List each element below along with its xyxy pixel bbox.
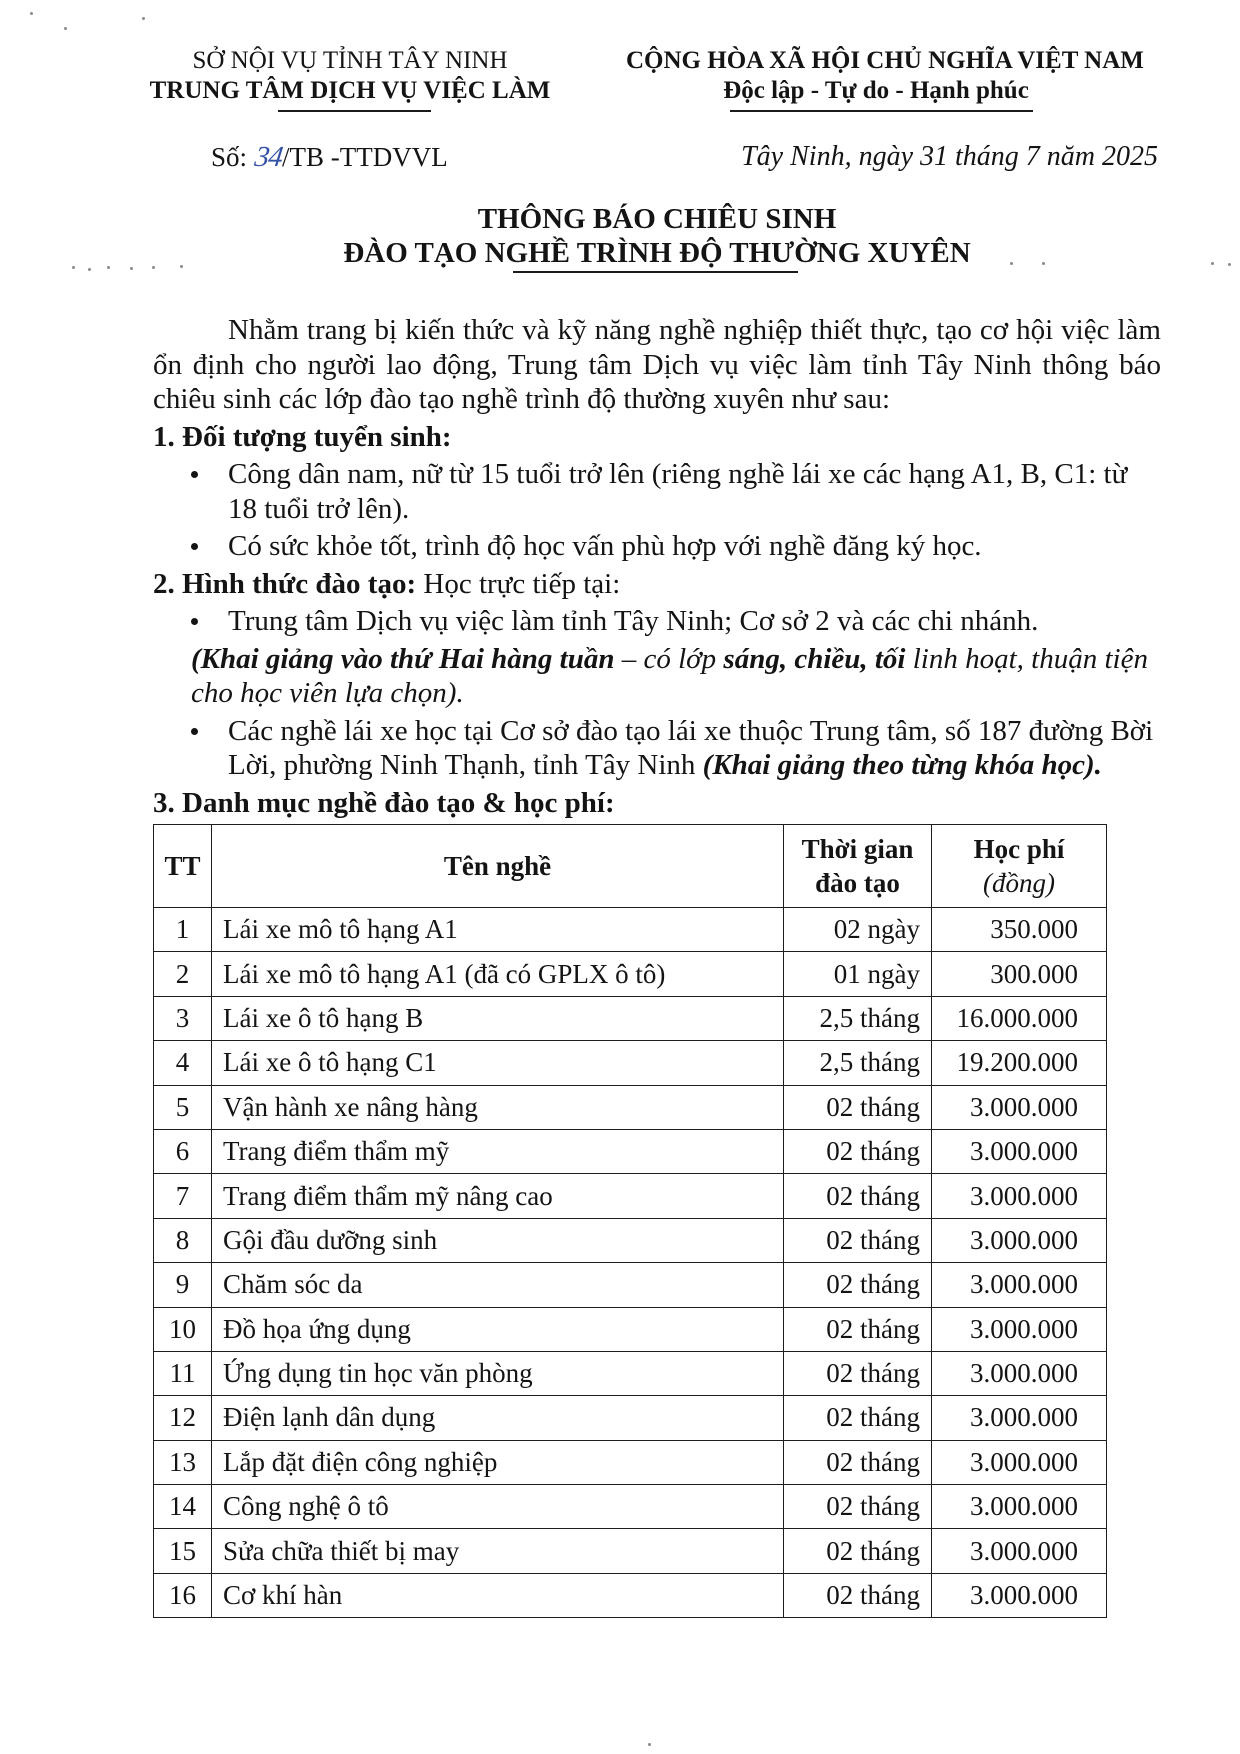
table-row: [154, 1529, 1107, 1573]
table-row: [154, 1307, 1107, 1351]
course-name: Điện lạnh dân dụng: [212, 1396, 784, 1440]
course-fee: 3.000.000: [932, 1085, 1107, 1129]
row-number: 1: [154, 908, 212, 952]
course-duration: 2,5 tháng: [784, 996, 932, 1040]
table-row: [154, 1573, 1107, 1617]
scan-speck: [142, 17, 145, 20]
course-fee: 3.000.000: [932, 1440, 1107, 1484]
table-row: [154, 1129, 1107, 1173]
course-duration: 02 tháng: [784, 1129, 932, 1173]
scan-speck: [648, 1743, 651, 1746]
header-duration-line-1: Thời gian: [801, 834, 914, 864]
course-fee: 3.000.000: [932, 1307, 1107, 1351]
header-course-name: Tên nghề: [212, 825, 784, 908]
course-duration: 02 tháng: [784, 1307, 932, 1351]
bullet-icon: [191, 618, 198, 625]
intro-paragraph: Nhằm trang bị kiến thức và kỹ năng nghề nghiệp thiết thực, tạo cơ hội việc làm ổn định cho người lao động, Trung tâm Dịch vụ việc làm tỉnh Tây Ninh thông báo chiêu sinh các lớp đào tạo nghề trình độ thường xuyên như sau:: [153, 314, 1161, 415]
course-duration: 02 tháng: [784, 1485, 932, 1529]
title-line-2: ĐÀO TẠO NGHỀ TRÌNH ĐỘ THƯỜNG XUYÊN: [343, 237, 971, 269]
row-number: 7: [154, 1174, 212, 1218]
table-row: [154, 1396, 1107, 1440]
scan-speck: [88, 268, 91, 271]
title-underline: [513, 271, 798, 273]
course-duration: 01 ngày: [784, 952, 932, 996]
course-fee: 16.000.000: [932, 996, 1107, 1040]
course-fee: 3.000.000: [932, 1129, 1107, 1173]
row-number: 9: [154, 1263, 212, 1307]
section-2-heading-rest: Học trực tiếp tại:: [416, 567, 621, 600]
issuing-agency-block: [100, 46, 600, 106]
document-number: [211, 140, 448, 174]
list-item: [153, 457, 1161, 526]
course-duration: 02 ngày: [784, 908, 932, 952]
course-name: Gội đầu dưỡng sinh: [212, 1218, 784, 1262]
course-name: Công nghệ ô tô: [212, 1485, 784, 1529]
note-part-3: sáng, chiều, tối: [723, 642, 906, 675]
national-heading-block: [626, 46, 1144, 106]
table-row: [154, 908, 1107, 952]
course-fee: 3.000.000: [932, 1351, 1107, 1395]
course-name: Lái xe ô tô hạng B: [212, 996, 784, 1040]
handwritten-number: 34: [252, 141, 285, 173]
section-2-heading-label: 2. Hình thức đào tạo:: [153, 567, 417, 600]
course-fee-table: [153, 824, 1107, 1618]
list-item: [153, 714, 1161, 783]
table-row: [154, 1085, 1107, 1129]
document-body: [153, 313, 1161, 820]
row-number: 6: [154, 1129, 212, 1173]
schedule-note: [153, 642, 1161, 711]
list-item: [153, 529, 1161, 564]
course-name: Trang điểm thẩm mỹ: [212, 1129, 784, 1173]
header-fee-line-1: Học phí: [973, 834, 1065, 864]
section-2-heading: [153, 567, 1161, 602]
list-item-text: Trung tâm Dịch vụ việc làm tỉnh Tây Ninh; Cơ sở 2 và các chi nhánh.: [228, 605, 1039, 637]
course-fee: 3.000.000: [932, 1573, 1107, 1617]
table-row: [154, 1440, 1107, 1484]
header-duration: [784, 825, 932, 908]
course-name: Lái xe mô tô hạng A1 (đã có GPLX ô tô): [212, 952, 784, 996]
table-row: [154, 1263, 1107, 1307]
course-name: Lái xe ô tô hạng C1: [212, 1041, 784, 1085]
table-row: [154, 1485, 1107, 1529]
course-duration: 02 tháng: [784, 1263, 932, 1307]
course-name: Cơ khí hàn: [212, 1573, 784, 1617]
course-fee: 3.000.000: [932, 1485, 1107, 1529]
row-number: 16: [154, 1573, 212, 1617]
note-part-1: (Khai giảng vào thứ Hai hàng tuần: [191, 642, 615, 675]
document-number-suffix: /TB -TTDVVL: [282, 142, 448, 172]
list-item-text: Các nghề lái xe học tại Cơ sở đào tạo lái xe thuộc Trung tâm, số 187 đường Bời Lời, phường Ninh Thạnh, tỉnh Tây Ninh: [228, 714, 1154, 781]
scan-speck: [130, 267, 133, 270]
course-name: Lắp đặt điện công nghiệp: [212, 1440, 784, 1484]
course-fee: 3.000.000: [932, 1218, 1107, 1262]
header-duration-line-2: đào tạo: [815, 868, 900, 898]
row-number: 2: [154, 952, 212, 996]
row-number: 12: [154, 1396, 212, 1440]
scan-speck: [64, 27, 67, 30]
course-duration: 02 tháng: [784, 1440, 932, 1484]
scan-speck: [1228, 263, 1231, 266]
list-item-emphasis: (Khai giảng theo từng khóa học).: [702, 749, 1102, 781]
course-duration: 02 tháng: [784, 1085, 932, 1129]
course-duration: 02 tháng: [784, 1174, 932, 1218]
course-name: Sửa chữa thiết bị may: [212, 1529, 784, 1573]
course-duration: 02 tháng: [784, 1218, 932, 1262]
row-number: 8: [154, 1218, 212, 1262]
row-number: 10: [154, 1307, 212, 1351]
national-motto: Độc lập - Tự do - Hạnh phúc: [723, 77, 1029, 104]
table-row: [154, 1218, 1107, 1262]
course-fee: 3.000.000: [932, 1263, 1107, 1307]
bullet-icon: [191, 728, 198, 735]
scan-speck: [72, 266, 75, 269]
section-3-heading: 3. Danh mục nghề đào tạo & học phí:: [153, 786, 615, 819]
place-and-date: Tây Ninh, ngày 31 tháng 7 năm 2025: [741, 141, 1158, 172]
row-number: 5: [154, 1085, 212, 1129]
unit-underline: [278, 110, 431, 112]
course-fee: 3.000.000: [932, 1529, 1107, 1573]
nation-name: CỘNG HÒA XÃ HỘI CHỦ NGHĨA VIỆT NAM: [626, 47, 1144, 74]
course-duration: 02 tháng: [784, 1529, 932, 1573]
course-name: Lái xe mô tô hạng A1: [212, 908, 784, 952]
motto-underline: [730, 110, 1033, 112]
course-duration: 02 tháng: [784, 1396, 932, 1440]
list-item: [153, 604, 1161, 639]
course-duration: 02 tháng: [784, 1573, 932, 1617]
header-tt: TT: [154, 825, 212, 908]
document-title: [153, 202, 1161, 270]
unit-name: TRUNG TÂM DỊCH VỤ VIỆC LÀM: [149, 77, 551, 104]
document-number-prefix: Số:: [211, 142, 248, 172]
row-number: 3: [154, 996, 212, 1040]
course-fee: 3.000.000: [932, 1396, 1107, 1440]
header-fee-unit: (đồng): [983, 868, 1055, 898]
section-1-heading: 1. Đối tượng tuyển sinh:: [153, 420, 452, 453]
note-part-2: – có lớp: [614, 642, 724, 675]
row-number: 4: [154, 1041, 212, 1085]
table-row: [154, 952, 1107, 996]
header-fee: [932, 825, 1107, 908]
course-fee: 350.000: [932, 908, 1107, 952]
course-duration: 2,5 tháng: [784, 1041, 932, 1085]
row-number: 14: [154, 1485, 212, 1529]
course-name: Đồ họa ứng dụng: [212, 1307, 784, 1351]
table-row: [154, 1174, 1107, 1218]
note-part-4: linh hoạt, thuận tiện cho học viên lựa chọn).: [191, 642, 1148, 709]
course-name: Trang điểm thẩm mỹ nâng cao: [212, 1174, 784, 1218]
scan-speck: [107, 266, 110, 269]
table-row: [154, 996, 1107, 1040]
title-line-1: THÔNG BÁO CHIÊU SINH: [477, 203, 837, 235]
table-header-row: [154, 825, 1107, 908]
course-duration: 02 tháng: [784, 1351, 932, 1395]
agency-name: SỞ NỘI VỤ TỈNH TÂY NINH: [192, 47, 508, 74]
scan-speck: [30, 12, 33, 15]
course-name: Chăm sóc da: [212, 1263, 784, 1307]
row-number: 15: [154, 1529, 212, 1573]
row-number: 13: [154, 1440, 212, 1484]
bullet-icon: [191, 543, 198, 550]
course-name: Ứng dụng tin học văn phòng: [212, 1351, 784, 1395]
course-fee: 3.000.000: [932, 1174, 1107, 1218]
course-name: Vận hành xe nâng hàng: [212, 1085, 784, 1129]
bullet-icon: [191, 471, 198, 478]
course-fee: 300.000: [932, 952, 1107, 996]
list-item-text: Công dân nam, nữ từ 15 tuổi trở lên (riêng nghề lái xe các hạng A1, B, C1: từ 18 tuổi trở lên).: [228, 458, 1128, 525]
scan-speck: [1211, 262, 1214, 265]
row-number: 11: [154, 1351, 212, 1395]
list-item-text: Có sức khỏe tốt, trình độ học vấn phù hợp với nghề đăng ký học.: [228, 530, 982, 562]
fee-table-body: [154, 908, 1107, 1618]
table-row: [154, 1041, 1107, 1085]
course-fee: 19.200.000: [932, 1041, 1107, 1085]
table-row: [154, 1351, 1107, 1395]
